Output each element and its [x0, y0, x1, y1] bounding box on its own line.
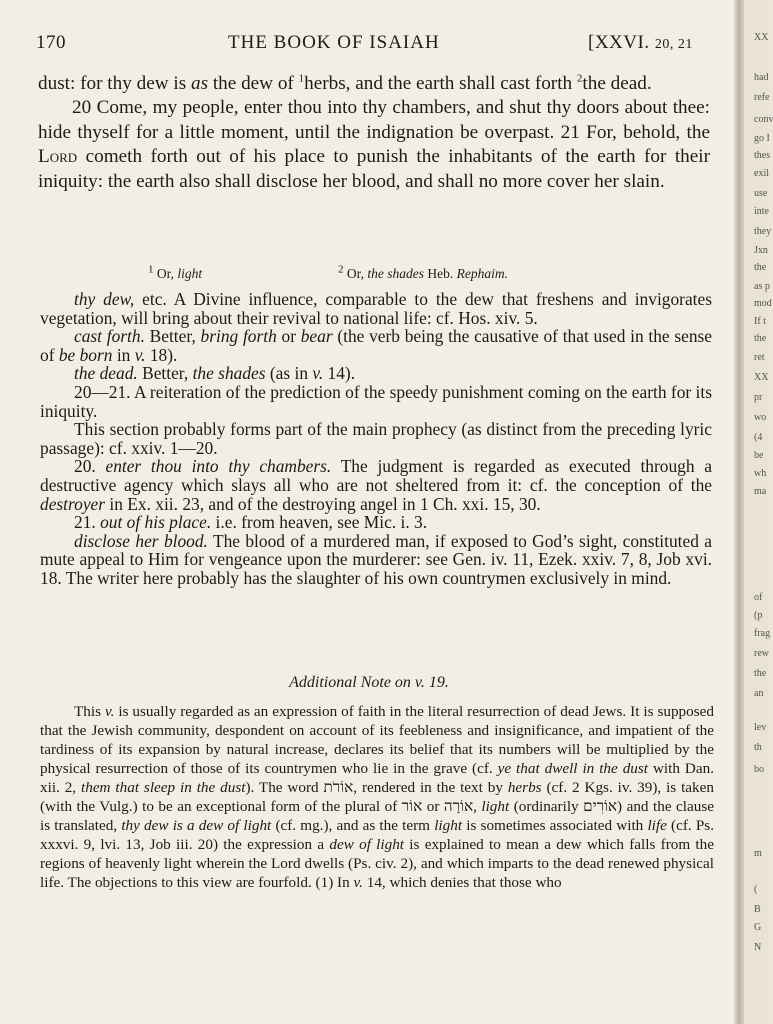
adjacent-page-fragment: m — [754, 848, 762, 859]
adjacent-page-fragment: inte — [754, 206, 769, 217]
adjacent-page-edge — [744, 0, 773, 1024]
adjacent-page-fragment: had — [754, 72, 769, 83]
adjacent-page-fragment: refe — [754, 92, 770, 103]
adjacent-page-fragment: If t — [754, 316, 766, 327]
commentary-note: This section probably forms part of the main prophecy (as distinct from the preceding lyric passage): cf. xxiv. 1—20. — [40, 419, 712, 458]
lord-small-caps: Lord — [38, 146, 78, 168]
commentary — [40, 290, 712, 588]
adjacent-page-fragment: ma — [754, 486, 767, 497]
adjacent-page-fragment: wo — [754, 412, 767, 423]
adjacent-page-fragment: thes — [754, 150, 771, 161]
commentary-note: the dead. Better, the shades (as in v. 14). — [74, 363, 356, 384]
scripture-paragraph: dust: for thy dew is as the dew of $^1$herbs, and the earth shall cast forth $^2$the dead. — [38, 72, 652, 94]
ref-chapter: XXVI. — [594, 32, 650, 53]
adjacent-page-fragment: (p — [754, 610, 763, 621]
adjacent-page-fragment: N — [754, 942, 762, 953]
book-gutter — [734, 0, 744, 1024]
adjacent-page-fragment: mod — [754, 298, 772, 309]
footnote-ref: 1 — [298, 72, 305, 85]
additional-note-body — [40, 702, 714, 892]
footnote-2: $^2$ Or, the shades Heb. Rephaim. — [338, 263, 508, 281]
adjacent-page-fragment: G — [754, 922, 762, 933]
adjacent-page-fragment: lev — [754, 722, 767, 733]
hebrew-word: אוֹרִים — [583, 798, 618, 815]
adjacent-page-fragment: be — [754, 450, 764, 461]
commentary-note: 20. enter thou into thy chambers. The judgment is regarded as executed through a destructive agency which slays all who are not sheltered from it: cf. the conception of the destroyer in Ex. xii. 23, and of the destroying angel in 1 Ch. xxi. 15, 30. — [40, 456, 712, 514]
additional-note-heading: Additional Note on v. 19. — [289, 674, 449, 691]
adjacent-page-fragment: go I — [754, 133, 770, 144]
adjacent-page-fragment: th — [754, 742, 762, 753]
scripture-paragraph: 20 Come, my people, enter thou into thy chambers, and shut thy doors about thee: hide thyself for a little moment, until the indignation be overpast. 21 For, behold, the Lord cometh forth out of his place to punish the inhabitants of the earth for their iniquity: the earth also shall disclose her blood, and shall no more cover her slain. — [38, 97, 710, 192]
adjacent-page-fragment: they — [754, 226, 772, 237]
adjacent-page-fragment: as p — [754, 281, 770, 292]
hebrew-word: אוֹרָה — [443, 798, 474, 815]
adjacent-page-fragment: use — [754, 188, 768, 199]
commentary-note: thy dew, etc. A Divine influence, comparable to the dew that freshens and invigorates vegetation, will bring about their revival to national life: cf. Hos. xiv. 5. — [40, 289, 712, 328]
adjacent-page-fragment: wh — [754, 468, 767, 479]
running-title: THE BOOK OF ISAIAH — [228, 32, 440, 53]
adjacent-page-fragment: ret — [754, 352, 765, 363]
adjacent-page-fragment: the — [754, 262, 767, 273]
adjacent-page-fragment: (4 — [754, 432, 763, 443]
commentary-note: 20—21. A reiteration of the prediction of the speedy punishment coming on the earth for its iniquity. — [40, 381, 712, 421]
additional-note-paragraph: This v. is usually regarded as an expression of faith in the literal resurrection of dead Jews. It is supposed that the Jewish community, despondent on account of its feebleness and insignificance, and impatient of the tardiness of its expansion by natural increase, declares its belief that its numbers will be multiplied by the physical resurrection of those of its countrymen who lie in the grave (cf. ye that dwell in the dust with Dan. xii. 2, them that sleep in the dust). The word אוֹרֹת, rendered in the text by herbs (cf. 2 Kgs. iv. 39), is taken (with the Vulg.) to be an exceptional form of the plural of אוֹר or אוֹרָה, light (ordinarily אוֹרִים) and the clause is translated, thy dew is a dew of light (cf. mg.), and as the term light is sometimes associated with life (cf. Ps. xxxvi. 9, lvi. 13, Job iii. 20) the expression a dew of light is explained to mean a dew which falls from the regions of heavenly light wherein the Lord dwells (Ps. civ. 2), and which imparts to the dead renewed physical life. The objections to this view are fourfold. (1) In v. 14, which denies that those who — [40, 703, 715, 891]
adjacent-page-fragment: pr — [754, 392, 763, 403]
adjacent-page-fragment: B — [754, 904, 761, 915]
adjacent-page-fragment: exil — [754, 168, 769, 179]
ref-verses: 20, 21 — [654, 37, 693, 52]
adjacent-page-fragment: frag — [754, 628, 771, 639]
adjacent-page-fragment: rew — [754, 648, 769, 659]
adjacent-page-fragment: the — [754, 333, 767, 344]
footnote-1: $^1$ Or, light — [148, 263, 203, 281]
adjacent-page-fragment: of — [754, 592, 763, 603]
footnote-ref: 2 — [576, 72, 583, 85]
scripture-text — [38, 72, 710, 194]
hebrew-word: אוֹרֹת — [323, 779, 354, 796]
adjacent-page-fragment: ( — [754, 884, 758, 895]
hebrew-word: אוֹר — [401, 798, 423, 815]
chapter-verse-reference — [588, 32, 693, 54]
adjacent-page-fragment: conv — [754, 114, 773, 125]
adjacent-page-fragment: the — [754, 668, 767, 679]
page-number: 170 — [36, 32, 66, 53]
adjacent-page-fragment: XX — [754, 372, 769, 383]
adjacent-page-fragment: bo — [754, 764, 764, 775]
adjacent-page-fragment: Jxn — [754, 245, 768, 256]
ref-bracket: [ — [588, 32, 595, 53]
commentary-note: disclose her blood. The blood of a murdered man, if exposed to God’s sight, constituted a mute appeal to Him for vengeance upon the murderer: see Gen. iv. 11, Ezek. xxiv. 7, 8, Job xvi. 18. The writer here probably has the slaughter of his own countrymen exclusively in mind. — [40, 530, 712, 588]
commentary-note: 21. out of his place. i.e. from heaven, see Mic. i. 3. — [74, 512, 428, 533]
commentary-note: cast forth. Better, bring forth or bear (the verb being the causative of that used in the sense of be born in v. 18). — [40, 326, 713, 365]
adjacent-page-fragment: XX — [754, 32, 769, 43]
adjacent-page-fragment: an — [754, 688, 764, 699]
